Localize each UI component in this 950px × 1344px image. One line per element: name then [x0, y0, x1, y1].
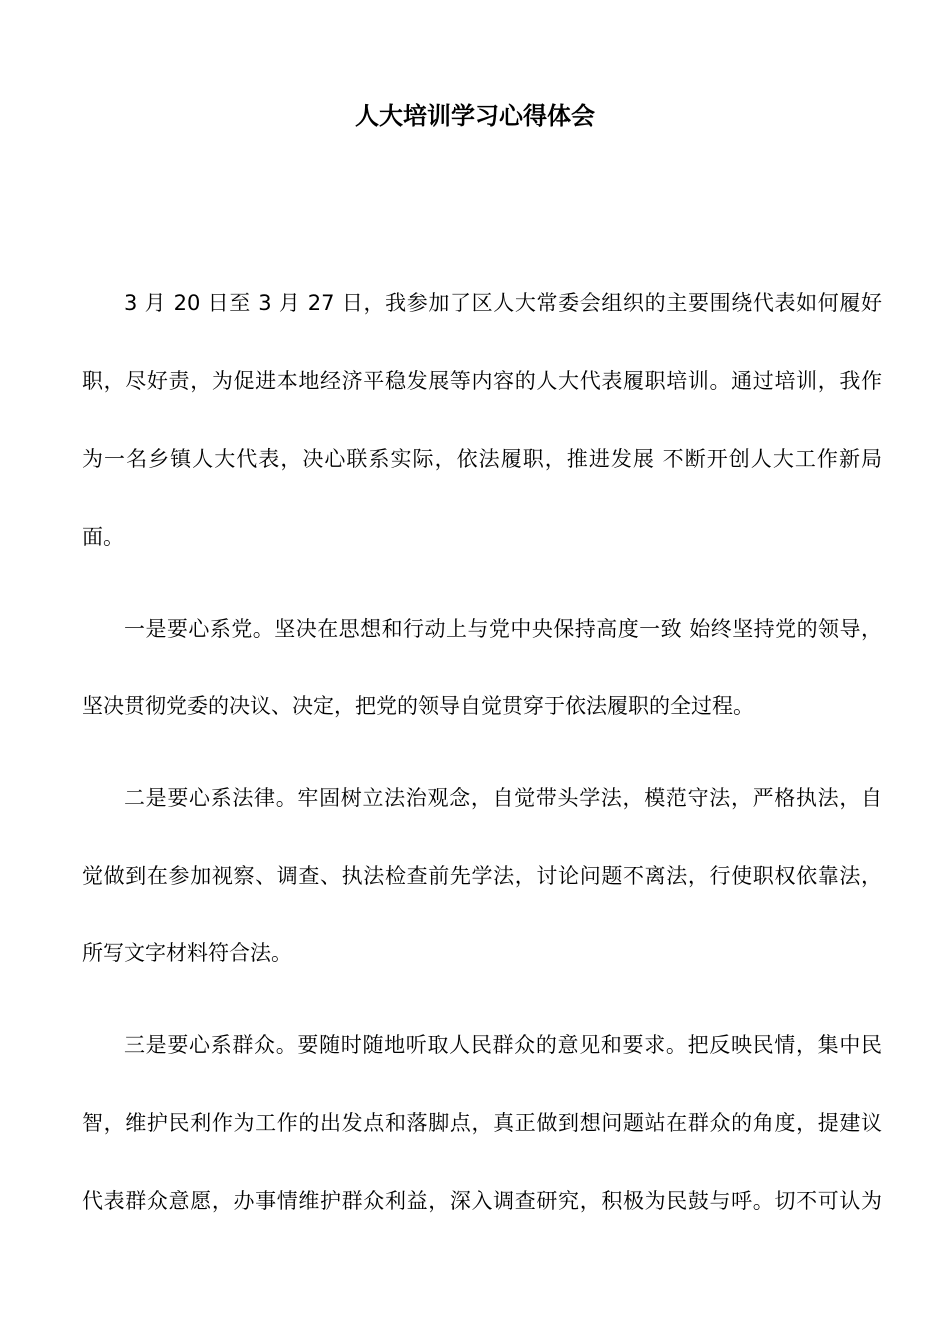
paragraph-1-line-2: 职，尽好责，为促进本地经济平稳发展等内容的人大代表履职培训。通过培训，我作: [82, 369, 882, 393]
paragraph-2-line-1: 一是要心系党。坚决在思想和行动上与党中央保持高度一致 始终坚持党的领导，: [124, 617, 882, 641]
paragraph-3-line-3: 所写文字材料符合法。: [82, 941, 292, 965]
paragraph-3-line-2: 觉做到在参加视察、调查、执法检查前先学法，讨论问题不离法，行使职权依靠法，: [82, 864, 882, 888]
paragraph-4-line-2: 智，维护民利作为工作的出发点和落脚点，真正做到想问题站在群众的角度，提建议: [82, 1111, 882, 1135]
paragraph-4-line-1: 三是要心系群众。要随时随地听取人民群众的意见和要求。把反映民情，集中民: [124, 1033, 882, 1057]
paragraph-1-line-1: 3 月 20 日至 3 月 27 日，我参加了区人大常委会组织的主要围绕代表如何履好: [124, 291, 882, 315]
paragraph-4-line-3: 代表群众意愿，办事情维护群众利益，深入调查研究，积极为民鼓与呼。切不可认为: [82, 1189, 882, 1213]
paragraph-1-line-3: 为一名乡镇人大代表，决心联系实际，依法履职，推进发展 不断开创人大工作新局: [82, 447, 882, 471]
document-title: 人大培训学习心得体会: [355, 102, 595, 130]
paragraph-1-line-4: 面。: [82, 525, 124, 549]
paragraph-2-line-2: 坚决贯彻党委的决议、决定，把党的领导自觉贯穿于依法履职的全过程。: [82, 694, 754, 718]
paragraph-3-line-1: 二是要心系法律。牢固树立法治观念，自觉带头学法，模范守法，严格执法，自: [124, 786, 882, 810]
